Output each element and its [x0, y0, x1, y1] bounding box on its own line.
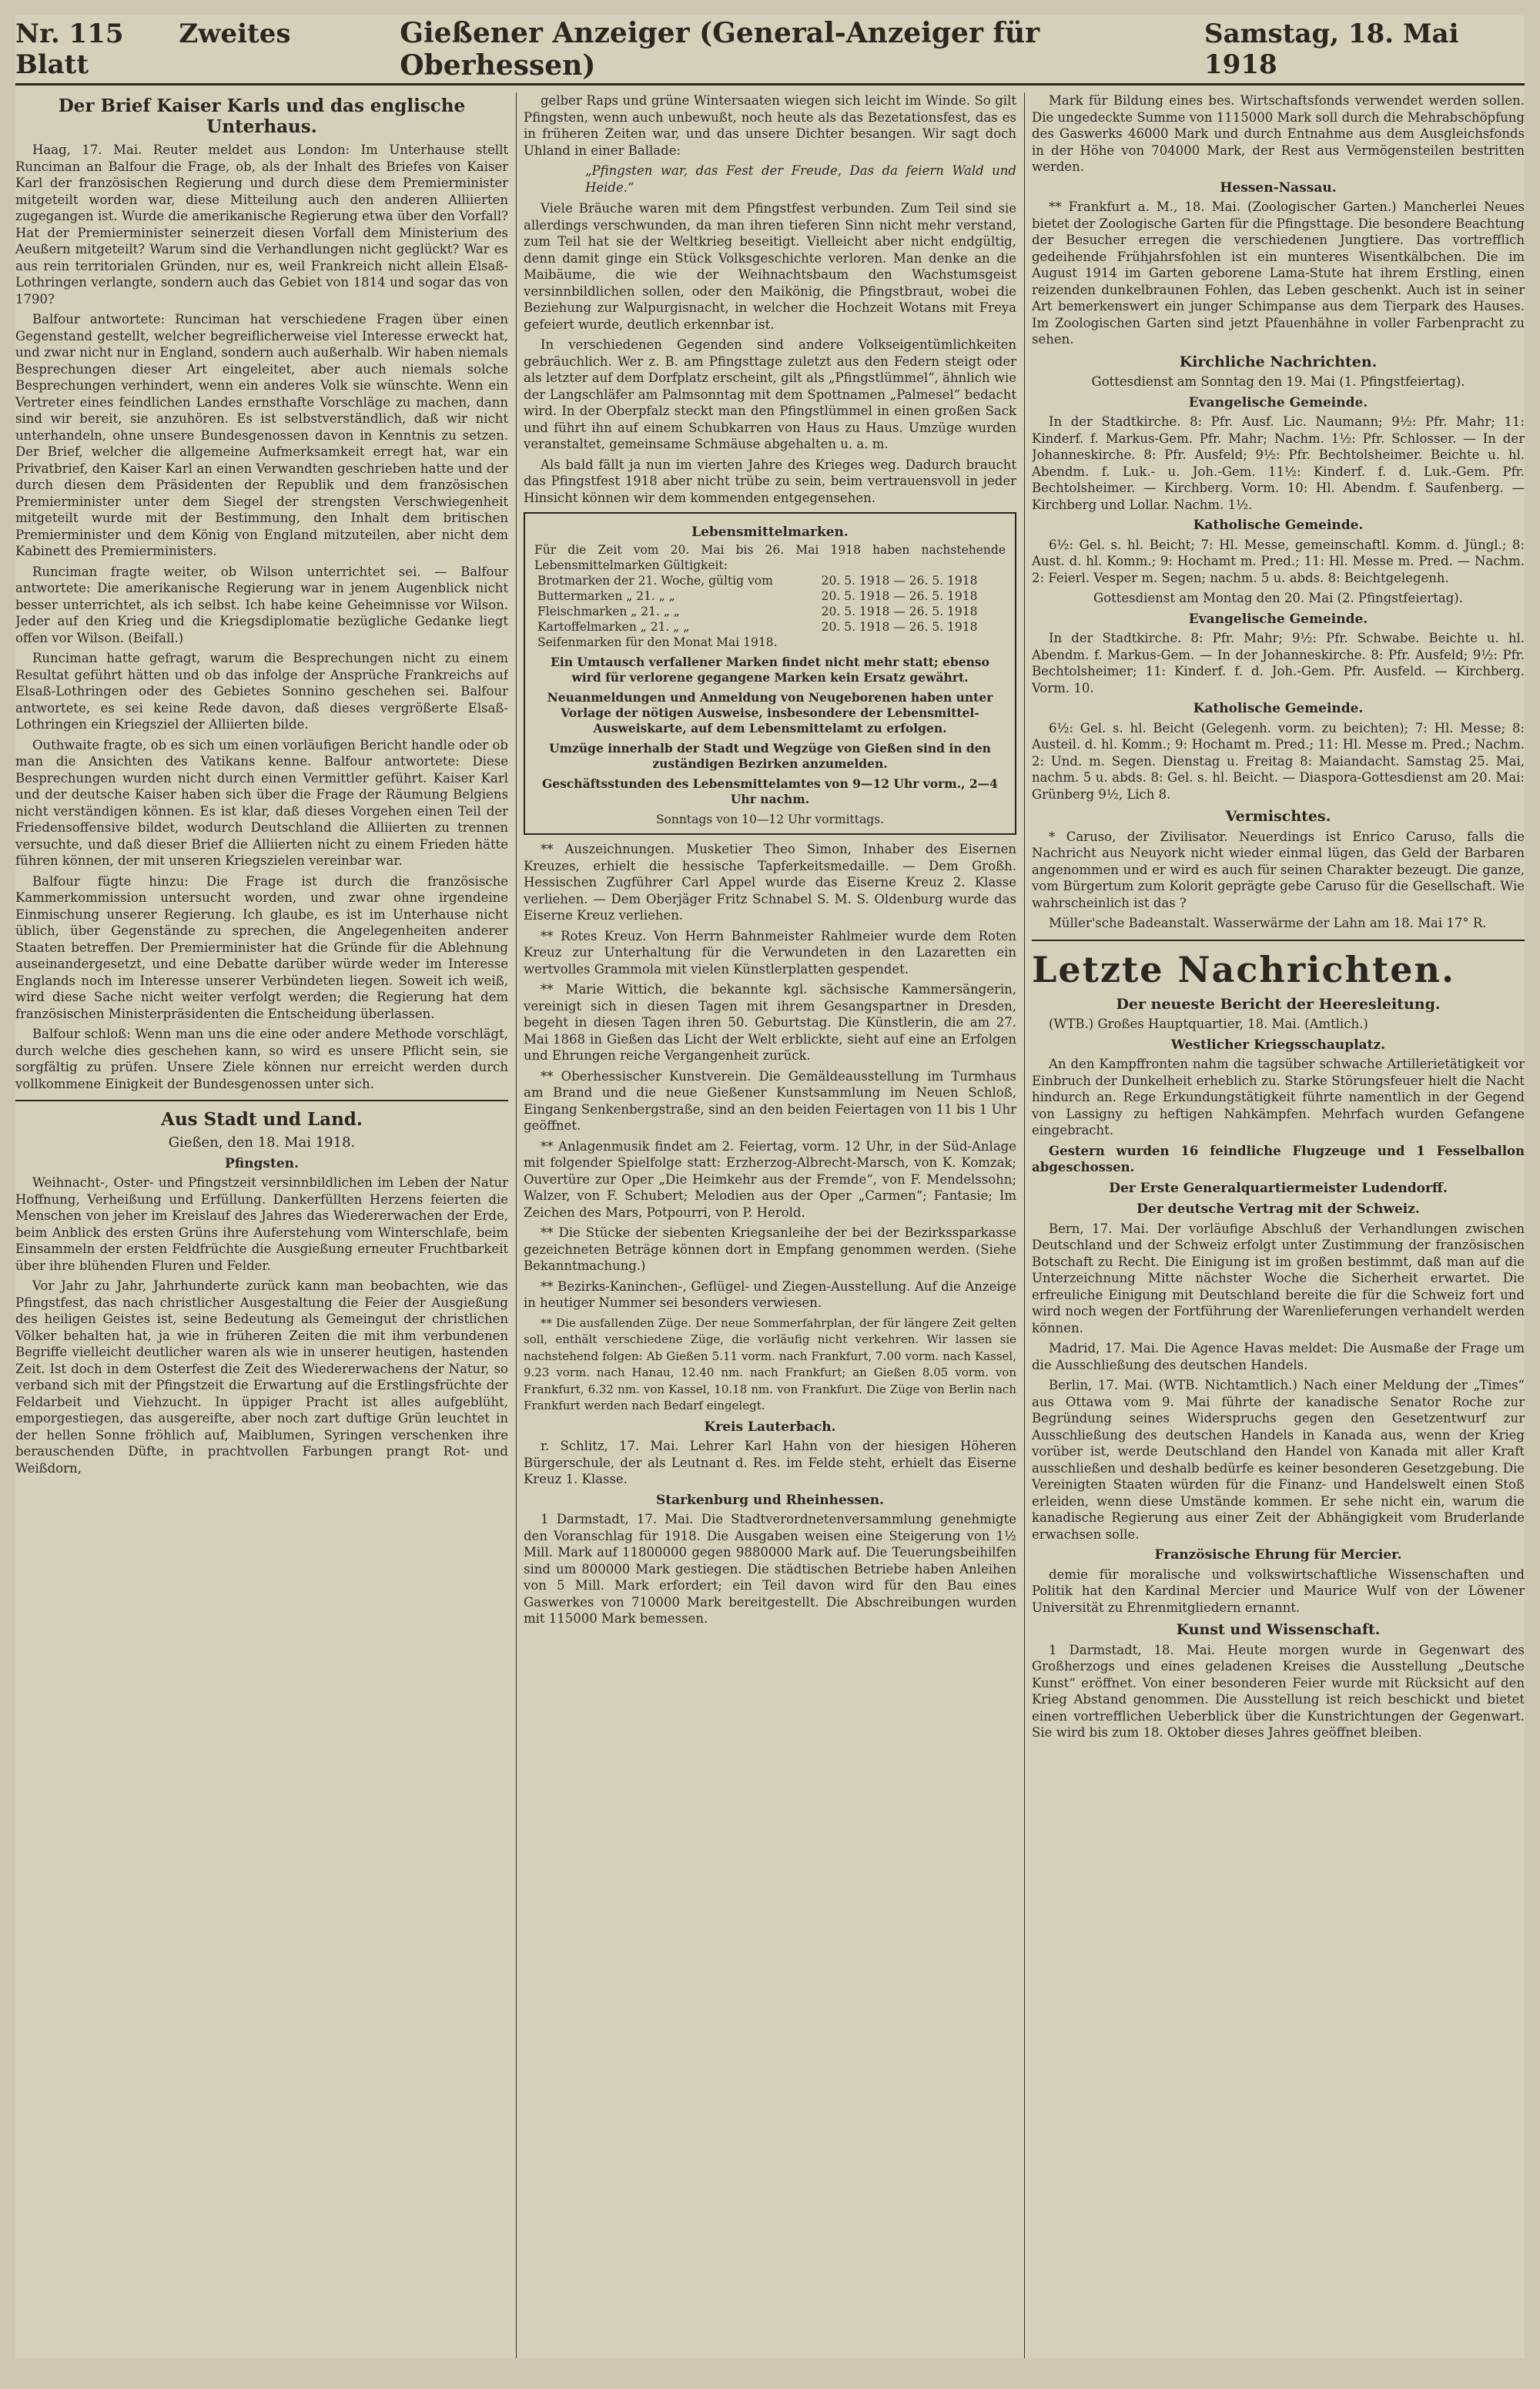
article-paragraph: 1 Darmstadt, 17. Mai. Die Stadtverordnetenversammlung genehmigte den Voranschlag für 1918. Die Ausgaben weisen eine Steigerung von 1½ Mill. Mark auf 11800000 gegen 9880000 Mark auf. Die Teuerungsbeihilfen sind um 800000 Mark gestiegen. Die städtischen Betriebe haben Anleihen von 5 Mill. Mark erfordert; ein Teil davon wird für den Bau eines Gaswerkes von 710000 Mark bereitgestellt. Die Abschreibungen wurden mit 115000 Mark bemessen. — [524, 1512, 1016, 1626]
article-paragraph: (WTB.) Großes Hauptquartier, 18. Mai. (Amtlich.) — [1049, 1017, 1368, 1031]
article-paragraph: Madrid, 17. Mai. Die Agence Havas meldet: Die Ausmaße der Frage um die Ausschließung des deutschen Handels. — [1032, 1341, 1525, 1372]
ration-validity: 20. 5. 1918 — 26. 5. 1918 — [821, 589, 978, 603]
article-paragraph: demie für moralische und volkswirtschaftliche Wissenschaften und Politik hat den Kardinal Mercier und Maurice Wulf von der Löwener Universität zu Ehrenmitgliedern ernannt. — [1032, 1566, 1525, 1615]
subsection-heading: Katholische Gemeinde. — [1193, 701, 1364, 716]
ration-type: Kartoffelmarken „ 21. „ „ — [537, 620, 690, 634]
column-2 — [524, 92, 1016, 2358]
article-paragraph: Als bald fällt ja nun im vierten Jahre des Krieges weg. Dadurch braucht das Pfingstfest 1918 aber nicht trübe zu sein, beim vertrauensvoll in jeder Hinsicht können wir dem kommenden entgegensehen. — [524, 457, 1016, 505]
dateline: Gießen, den 18. Mai 1918. — [168, 1134, 356, 1151]
article-paragraph: ** Marie Wittich, die bekannte kgl. sächsische Kammersängerin, vereinigt sich in diesen Tagen mit ihrem Gesangspartner in Dresden, begeht in diesen Tagen ihren 50. Geburtstag. Die Künstlerin, die am 27. Mai 1868 in Gießen das Licht der Welt erblickte, sieht auf eine an Erfolgen und Ehrungen reiche Vergangenheit zurück. — [524, 982, 1016, 1063]
masthead — [15, 15, 1525, 85]
column-3 — [1032, 92, 1525, 2358]
article-paragraph: ** Oberhessischer Kunstverein. Die Gemäldeausstellung im Turmhaus am Brand und die neue Gießener Kunstsammlung im Neuen Schloß, Eingang Senkenbergstraße, sind an den beiden Feiertagen von 11 bis 1 Uhr geöffnet. — [524, 1068, 1016, 1133]
article-paragraph: ** Auszeichnungen. Musketier Theo Simon, Inhaber des Eisernen Kreuzes, erhielt die hessische Tapferkeitsmedaille. — Dem Großh. Hessischen Zugführer Carl Appel wurde das Eiserne Kreuz 2. Klasse verliehen. — Dem Oberjäger Fritz Schnabel S. M. S. Oldenburg wurde das Eiserne Kreuz verliehen. — [524, 842, 1016, 923]
notice-note: Ein Umtausch verfallener Marken findet nicht mehr statt; ebenso wird für verlorene gegangene Marken kein Ersatz gewährt. — [551, 655, 989, 685]
article-paragraph: ** Anlagenmusik findet am 2. Feiertag, vorm. 12 Uhr, in der Süd-Anlage mit folgender Spielfolge statt: Erzherzog-Albrecht-Marsch, von K. Komzak; Ouvertüre zur Oper „Die Heimkehr aus der Fremde“, von F. Mendelssohn; Walzer, von F. Schubert; Melodien aus der Oper „Carmen“; Fantasie; Im Zeichen des Mars, Potpourri, von P. Herold. — [524, 1138, 1016, 1220]
article-paragraph: Gestern wurden 16 feindliche Flugzeuge und 1 Fesselballon abgeschossen. — [1032, 1143, 1525, 1174]
article-paragraph: Vor Jahr zu Jahr, Jahrhunderte zurück kann man beobachten, wie das Pfingstfest, das nach christlicher Ausgestaltung die Feier der Ausgießung des heiligen Geistes ist, seine Bedeutung als Gemeingut der christlichen Völker behalten hat, ja wie in früheren Zeiten die mit ihm verbundenen Begriffe vielleicht deutlicher waren als wie in unserer heutigen, hastenden Zeit. Ist doch in dem Osterfest die Zeit des Wiedererwachens der Natur, so verband sich mit der Pfingstzeit die Erwartung auf die Erstlingsfrüchte der Feldarbeit und Viehzucht. In üppiger Pracht ist alles aufgeblüht, emporgestiegen, das ausgereifte, aber noch zart duftige Grün leuchtet in der hellen Sonne fröhlich auf, Maiblumen, Syringen verschenken ihre berauschenden Düfte, in prachtvollen Farbungen prangt Rot- und Weißdorn, — [15, 1278, 508, 1476]
article-paragraph: In der Stadtkirche. 8: Pfr. Mahr; 9½: Pfr. Schwabe. Beichte u. hl. Abendm. f. Markus-Gem. — In der Johanneskirche. 8: Pfr. Ausfeld; 9½: Pfr. Bechtolsheimer; 11: Kinderf. f. d. Joh.-Gem. Pfr. Ausfeld. — Kirchberg. Vorm. 10. — [1032, 631, 1525, 695]
section-heading: Hessen-Nassau. — [1220, 179, 1337, 196]
article-heading: Der deutsche Vertrag mit der Schweiz. — [1137, 1201, 1420, 1217]
article-paragraph: Runciman fragte weiter, ob Wilson unterrichtet sei. — Balfour antwortete: Die amerikanische Regierung war in jenem Augenblick nicht besser unterrichtet, als ich selbst. Ich habe keine Geheimnisse vor Wilson. Jeder auf den Krieg und die Kriegsdiplomatie bezügliche Gedanke liegt offen vor Wilson. (Beifall.) — [15, 564, 508, 645]
article-paragraph: An den Kampffronten nahm die tagsüber schwache Artillerietätigkeit vor Einbruch der Dunkelheit erheblich zu. Starke Störungsfeuer hielt die Nacht hindurch an. Rege Erkundungstätigkeit führte namentlich in der Gegend von Lassigny zu heftigen Nahkämpfen. Mehrfach wurden Gefangene eingebracht. — [1032, 1057, 1525, 1138]
notice-sunday: Sonntags von 10—12 Uhr vormittags. — [655, 813, 885, 826]
ration-cards-notice — [524, 512, 1016, 835]
ration-type: Seifenmarken für den Monat Mai 1918. — [537, 635, 778, 649]
article-paragraph: Outhwaite fragte, ob es sich um einen vorläufigen Bericht handle oder ob man die Ansichten des Vatikans kenne. Balfour antwortete: Diese Besprechungen wurden nicht durch einen Vermittler geführt. Kaiser Karl und der deutsche Kaiser haben sich über die Frage der Räumung Belgiens nicht verständigen können. Es ist klar, daß dieses Vorgehen einen Teil der Friedensoffensive bildet, wodurch Deutschland die Alliierten zu trennen versuchte, und daß dieser Brief die Alliierten nicht zu einem Frieden hätte führen können, der mit unseren Kriegszielen vereinbar war. — [15, 737, 508, 868]
ration-validity — [819, 635, 1006, 650]
issue-date: Samstag, 18. Mai 1918 — [1204, 18, 1459, 80]
ration-type: Buttermarken „ 21. „ „ — [537, 589, 675, 603]
article-paragraph: gelber Raps und grüne Wintersaaten wiegen sich leicht im Winde. So gilt Pfingsten, wenn auch unbewußt, noch heute als das Bezetationsfest, das es in früheren Zeiten war, und das unsere Dichter besangen. Wir sagt doch Uhland in einer Ballade: — [524, 93, 1016, 158]
poem-quote: „Pfingsten war, das Fest der Freude, Das da feiern Wald und Heide.“ — [585, 163, 1016, 195]
service-date: Gottesdienst am Montag den 20. Mai (2. Pfingstfeiertag). — [1093, 591, 1463, 605]
article-paragraph: ** Rotes Kreuz. Von Herrn Bahnmeister Rahlmeier wurde dem Roten Kreuz zur Unterhaltung für die Verwundeten in den Lazaretten ein wertvolles Grammola mit vielen Künstlerplatten gespendet. — [524, 928, 1016, 977]
section-divider — [1032, 940, 1525, 941]
article-paragraph: Balfour schloß: Wenn man uns die eine oder andere Methode vorschlägt, durch welche dies geschehen kann, so wird es unsere Pflicht sein, sie sorgfältig zu prüfen. Unsere Ziele können nur erreicht werden durch vollkommene Einigkeit der Bundesgenossen unter sich. — [15, 1027, 508, 1091]
newspaper-page — [15, 15, 1525, 2358]
column-1 — [15, 92, 508, 2358]
article-heading: Französische Ehrung für Mercier. — [1154, 1547, 1402, 1563]
subsection-heading: Westlicher Kriegsschauplatz. — [1170, 1037, 1386, 1053]
column-rule — [516, 92, 517, 2358]
section-heading: Kunst und Wissenschaft. — [1176, 1621, 1381, 1638]
article-paragraph: ** Bezirks-Kaninchen-, Geflügel- und Ziegen-Ausstellung. Auf die Anzeige in heutiger Nummer sei besonders verwiesen. — [524, 1278, 1016, 1310]
article-paragraph: Viele Bräuche waren mit dem Pfingstfest verbunden. Zum Teil sind sie allerdings verschwunden, da man ihren tieferen Sinn nicht mehr verstand, zum Teil hat sie der Weltkrieg beseitigt. Vielleicht aber nicht endgültig, denn damit ginge ein Stück Volksgeschichte verloren. Man denke an die Maibäume, die wie der Weihnachtsbaum den Wachstumsgeist versinnbildlichen sollen, oder den Maikönig, die Pfingstbraut, wobei die Beziehung zur Walpurgisnacht, in welcher die Hochzeit Wotans mit Freya gefeiert wurde, deutlich erkennbar ist. — [524, 201, 1016, 332]
signature: Der Erste Generalquartiermeister Ludendorff. — [1109, 1180, 1448, 1196]
ration-type: Fleischmarken „ 21. „ „ — [537, 605, 680, 618]
article-paragraph: Müller'sche Badeanstalt. Wasserwärme der Lahn am 18. Mai 17° R. — [1049, 916, 1487, 930]
article-paragraph: 1 Darmstadt, 18. Mai. Heute morgen wurde in Gegenwart des Großherzogs und eines geladenen Kreises die Ausstellung „Deutsche Kunst“ eröffnet. Von einer besonderen Feier wurde mit Rücksicht auf den Krieg Abstand genommen. Die Ausstellung ist reich beschickt und bietet einen vortrefflichen Ueberblick über die Kunstrichtungen der Gegenwart. Sie wird bis zum 18. Oktober dieses Jahres geöffnet bleiben. — [1032, 1642, 1525, 1740]
article-paragraph: Bern, 17. Mai. Der vorläufige Abschluß der Verhandlungen zwischen Deutschland und der Schweiz erfolgt unter Zustimmung der französischen Botschaft zu Recht. Die Einigung ist im großen bestimmt, daß man auf die Unterzeichnung Mitte nächster Woche die Sicherheit erwartet. Die erfreuliche Einigung mit Deutschland bereite die für die Schweiz fort und wird noch wegen der Fortführung der Warenlieferungen verhandelt werden können. — [1032, 1221, 1525, 1335]
notice-note: Neuanmeldungen und Anmeldung von Neugeborenen haben unter Vorlage der nötigen Ausweise, insbesondere der Lebensmittel-Ausweiskarte, auf dem Lebensmittelamt zu erfolgen. — [547, 690, 993, 735]
newspaper-title: Gießener Anzeiger (General-Anzeiger für Oberhessen) — [400, 17, 1040, 82]
section-heading: Aus Stadt und Land. — [161, 1109, 363, 1130]
section-heading: Vermischtes. — [1225, 808, 1331, 825]
subsection-heading: Evangelische Gemeinde. — [1188, 611, 1368, 627]
article-paragraph: Runciman hatte gefragt, warum die Besprechungen nicht zu einem Resultat geführt hätten und ob das infolge der Ansprüche Frankreichs auf Elsaß-Lothringen oder des Gebietes Sonnino geschehen sei. Balfour antwortete, es sei keine Rede davon, daß dieses vergrößerte Elsaß-Lothringen ein Kriegsziel der Alliierten bilde. — [15, 651, 508, 732]
article-paragraph: r. Schlitz, 17. Mai. Lehrer Karl Hahn von der hiesigen Höheren Bürgerschule, der als Leutnant d. Res. im Felde steht, erhielt das Eiserne Kreuz 1. Klasse. — [524, 1439, 1016, 1486]
service-date: Gottesdienst am Sonntag den 19. Mai (1. Pfingstfeiertag). — [1091, 374, 1465, 389]
article-heading: Der neueste Bericht der Heeresleitung. — [1116, 995, 1441, 1013]
subsection-heading: Katholische Gemeinde. — [1193, 518, 1364, 533]
article-paragraph: 6½: Gel. s. hl. Beicht (Gelegenh. vorm. zu beichten); 7: Hl. Messe; 8: Austeil. d. hl. Komm.; 9: Hochamt m. Pred.; 11: Hl. Messe m. Pred.; Nachm. 2: Und. m. Segen. Dienstag u. Freitag 8: Maiandacht. Samstag 25. Mai, nachm. 5 u. abds. 8: Gel. s. hl. Beicht. — Diaspora-Gottesdienst am 20. Mai: Grünberg 9½, Lich 8. — [1032, 720, 1525, 802]
sheet-label: Zweites Blatt — [15, 18, 291, 80]
ration-row — [534, 635, 1006, 650]
article-heading: Der Brief Kaiser Karls und das englische Unterhaus. — [58, 95, 466, 137]
subsection-heading: Evangelische Gemeinde. — [1188, 394, 1368, 410]
issue-number: Nr. 115 — [15, 18, 124, 49]
section-divider — [15, 1100, 508, 1101]
article-paragraph: Haag, 17. Mai. Reuter meldet aus London: Im Unterhause stellt Runciman an Balfour die Frage, ob, als der Inhalt des Briefes von Kaiser Karl der französischen Regierung und durch diese dem Premierminister mitgeteilt worden war, diese Mitteilung auch den anderen Alliierten zugegangen ist. Wurde die amerikanische Regierung etwa über den Vorfall? Hat der Premierminister seinerzeit diesen Vorfall dem Ministerium des Aeußern mitgeteilt? Warum sind die Verhandlungen nicht geglückt? War es aus rein territorialen Gründen, nur es, weil Frankreich nicht allein Elsaß-Lothringen verlangte, sondern auch das Gebiet von 1814 und sogar das von 1790? — [15, 142, 508, 307]
section-heading: Starkenburg und Rheinhessen. — [655, 1492, 885, 1508]
notice-hours: Geschäftsstunden des Lebensmittelamtes von 9—12 Uhr vorm., 2—4 Uhr nachm. — [542, 776, 998, 806]
article-paragraph: Berlin, 17. Mai. (WTB. Nichtamtlich.) Nach einer Meldung der „Times“ aus Ottawa vom 9. Mai führte der kanadische Senator Roche zur Begründung seines Widerspruchs gegen den Gesetzentwurf zur Ausschließung des deutschen Handels in Kanada aus, wenn der Krieg vorüber ist, werde Deutschland den Handel von Kanada mit aller Kraft ausschließen und deshalb bedürfe es keiner besonderen Gesetzgebung. Die Vereinigten Staaten würden für die Finanz- und Handelswelt einen Stoß erleiden, wenn diese Umstände kommen. Er sehe nicht ein, warum die kanadische Regierung aus einer Zeit der Abhängigkeit vom Bruderlande erwachsen solle. — [1032, 1378, 1525, 1542]
article-paragraph: * Caruso, der Zivilisator. Neuerdings ist Enrico Caruso, falls die Nachricht aus Neuyork nicht wieder einmal lügen, das Geld der Barbaren angenommen und er wird es auch für seinen Charakter bezeugt. Die ganze, vom Bürgertum zum Kolorit geprägte gebe Caruso für die Gesellschaft. Wie wahrscheinlich ist das ? — [1032, 829, 1525, 910]
ration-type: Brotmarken der 21. Woche, gültig vom — [537, 574, 773, 588]
article-paragraph: ** Frankfurt a. M., 18. Mai. (Zoologischer Garten.) Mancherlei Neues bietet der Zoologische Garten für die Pfingsttage. Die besondere Beachtung der Besucher erregen die verschiedenen Jungtiere. Das vortrefflich gedeihende Frühjahrsfohlen ist ein munteres Wisentkälbchen. Die im August 1914 im Garten geborene Lama-Stute hat ihrem Erstling, einen reizenden dunkelbraunen Fohlen, das Leben geschenkt. Auch ist in seiner Art bemerkenswert ein junger Schimpanse aus dem Tierpark des Hauses. Im Zoologischen Garten sind jetzt Pfauenhähne in voller Farbenpracht zu sehen. — [1032, 199, 1525, 347]
column-rule — [1024, 92, 1025, 2358]
article-paragraph: In verschiedenen Gegenden sind andere Volkseigentümlichkeiten gebräuchlich. Wer z. B. am Pfingsttage zuletzt aus den Federn steigt oder als letzter auf dem Dorfplatz erscheint, gilt als „Pfingstlümmel“, ähnlich wie der Langschläfer am Palmsonntag mit dem Spottnamen „Palmesel“ bedacht wird. In der Oberpfalz steckt man den Pfingstlümmel in einen großen Sack und führt ihn auf einem Schubkarren von Haus zu Haus. Umzüge wurden veranstaltet, gemeinsame Schmäuse abgehalten u. a. m. — [524, 337, 1016, 451]
article-paragraph: ** Die Stücke der siebenten Kriegsanleihe der bei der Bezirkssparkasse gezeichneten Beträge können dort in Empfang genommen werden. (Siehe Bekanntmachung.) — [524, 1225, 1016, 1273]
ration-table — [534, 573, 1006, 650]
article-heading: Pfingsten. — [225, 1155, 299, 1171]
notice-intro: Für die Zeit vom 20. Mai bis 26. Mai 1918 haben nachstehende Lebensmittelmarken Gültigkeit: — [534, 543, 1006, 572]
ration-validity: 20. 5. 1918 — 26. 5. 1918 — [821, 620, 978, 634]
article-paragraph: ** Die ausfallenden Züge. Der neue Sommerfahrplan, der für längere Zeit gelten soll, enthält verschiedene Züge, die vorläufig nicht verkehren. Wir lassen sie nachstehend folgen: Ab Gießen 5.11 vorm. nach Frankfurt, 7.00 vorm. nach Kassel, 9.23 vorm. nach Hanau, 12.40 nm. nach Frankfurt; an Gießen 8.05 vorm. von Frankfurt, 6.32 nm. von Kassel, 10.18 nm. von Frankfurt. Die Züge von Berlin nach Frankfurt werden nach Bedarf eingelegt. — [524, 1315, 1016, 1412]
article-paragraph: Balfour antwortete: Runciman hat verschiedene Fragen über einen Gegenstand gestellt, welcher begreiflicherweise viel Interesse erweckt hat, und zwar nicht nur in England, sondern auch außerhalb. Wir haben niemals Besprechungen dieser Art eingeleitet, aber auch niemals solche Besprechungen verhindert, wenn ein anderes Volk sie wünschte. Wenn ein Vertreter eines feindlichen Landes ernsthafte Vorschläge zu machen, dann sind wir bereit, sie anzuhören. Es ist selbstverständlich, daß wir nicht unterhandeln, ohne unsere Bundesgenossen davon in Kenntnis zu setzen. Der Brief, welcher die allgemeine Aufmerksamkeit erregt hat, war ein Privatbrief, den Kaiser Karl an einen Verwandten geschrieben hatte und der durch diesen dem Präsidenten der Republik und dem französischen Premierminister unter dem Siegel der strengsten Verschwiegenheit mitgeteilt wurde mit der Bestimmung, den Inhalt dem britischen Premierminister und dem König von England mitzuteilen, aber nicht dem Kabinett des Premierministers. — [15, 312, 508, 558]
ration-row — [534, 588, 1006, 604]
article-paragraph: In der Stadtkirche. 8: Pfr. Ausf. Lic. Naumann; 9½: Pfr. Mahr; 11: Kinderf. f. Markus-Gem. Pfr. Mahr; Nachm. 1½: Pfr. Schlosser. — In der Johanneskirche. 8: Pfr. Ausfeld; 9½: Pfr. Bechtolsheimer. Beichte u. hl. Abendm. f. Luk.- u. Joh.-Gem. 11½: Kinderf. f. d. Luk.-Gem. Pfr. Bechtolsheimer. — Kirchberg. Vorm. 10: Hl. Abendm. f. Saufenberg. — Kirchberg und Lollar. Nachm. 1½. — [1032, 414, 1525, 512]
notice-title: Lebensmittelmarken. — [691, 524, 849, 540]
ration-validity: 20. 5. 1918 — 26. 5. 1918 — [821, 605, 978, 618]
ration-row — [534, 573, 1006, 588]
ration-validity: 20. 5. 1918 — 26. 5. 1918 — [821, 574, 978, 588]
latest-news-heading: Letzte Nachrichten. — [1032, 948, 1455, 990]
article-paragraph: Balfour fügte hinzu: Die Frage ist durch die französische Kammerkommission untersucht worden, und zwar ohne irgendeine Einmischung unserer Regierung. Ich glaube, es ist im Unterhause nicht üblich, über Gegenstände zu sprechen, die Angelegenheiten anderer Staaten betreffen. Der Premierminister hat die Gründe für die Ablehnung auseinandergesetzt, und eine Debatte darüber würde weder im Interesse Englands noch im Interesse unserer Verbündeten liegen. Soweit ich weiß, wird diese Sache nicht weiter verfolgt werden; die Regierung hat dem französischen Ministerpräsidenten die Entscheidung überlassen. — [15, 873, 508, 1021]
ration-row — [534, 604, 1006, 619]
notice-note: Umzüge innerhalb der Stadt und Wegzüge von Gießen sind in den zuständigen Bezirken anzumelden. — [549, 741, 991, 771]
ration-row — [534, 619, 1006, 635]
section-heading: Kreis Lauterbach. — [704, 1419, 836, 1435]
section-heading: Kirchliche Nachrichten. — [1179, 353, 1378, 370]
article-paragraph: Mark für Bildung eines bes. Wirtschaftsfonds verwendet werden sollen. Die ungedeckte Summe von 1115000 Mark soll durch die Mehrabschöpfung des Gaswerks 46000 Mark und durch Entnahme aus dem Ausgleichsfonds in der Höhe von 704000 Mark, der Rest aus Vermögensteilen bestritten werden. — [1032, 93, 1525, 174]
article-paragraph: 6½: Gel. s. hl. Beicht; 7: Hl. Messe, gemeinschaftl. Komm. d. Jüngl.; 8: Aust. d. hl. Komm.; 9: Hochamt m. Pred.; 11: Hl. Messe m. Pred. — Nachm. 2: Feierl. Vesper m. Segen; nachm. 5 u. abds. 8: Beichtgelegenh. — [1032, 537, 1525, 585]
article-paragraph: Weihnacht-, Oster- und Pfingstzeit versinnbildlichen im Leben der Natur Hoffnung, Verheißung und Erfüllung. Dankerfüllten Herzens feierten die Menschen von jeher im Kreislauf des Jahres das Wiedererwachen der Erde, beim Anblick des ersten Grüns ihre Auferstehung vom Winterschlafe, beim Einsammeln der ersten Feldfrüchte die Ausgießung erneuter Fruchtbarkeit über ihre blühenden Fluren und Felder. — [15, 1175, 508, 1273]
